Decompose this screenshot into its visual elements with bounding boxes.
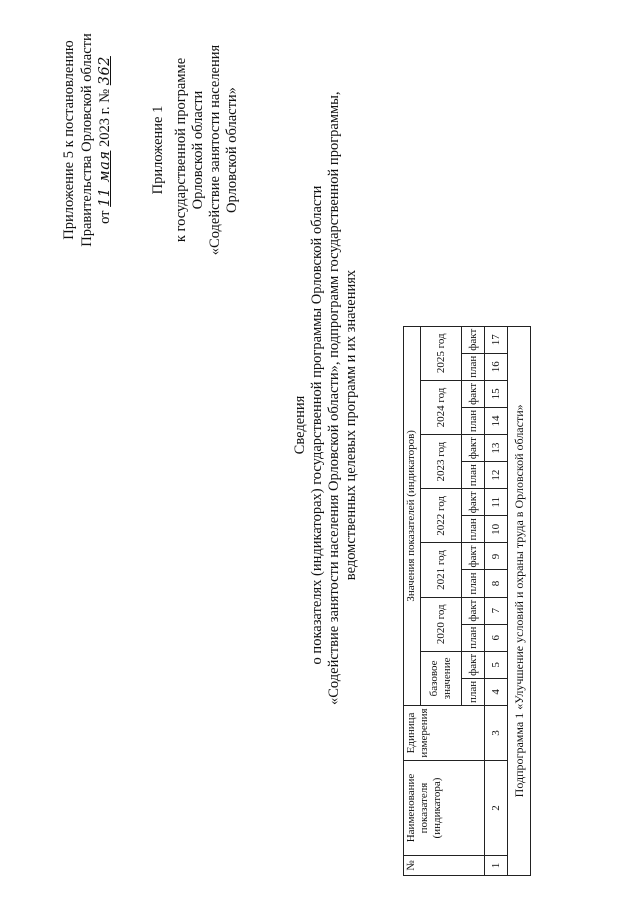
- column-number: 10: [485, 516, 508, 543]
- column-number: 13: [485, 435, 508, 462]
- title-line-1: Сведения: [292, 395, 308, 455]
- column-number: 7: [485, 597, 508, 624]
- column-number: 14: [485, 407, 508, 434]
- approval-line-1: Приложение 5 к постановлению: [61, 40, 77, 240]
- appendix-line-4: «Содействие занятости населения: [207, 44, 223, 256]
- header-plan: план: [462, 624, 485, 651]
- header-fact: факт: [462, 597, 485, 624]
- approval-line-3: [96, 20, 114, 260]
- appendix-block: [150, 15, 241, 285]
- column-number: 16: [485, 353, 508, 380]
- title-line-2: о показателях (индикаторах) государственной программы Орловской области: [309, 185, 325, 665]
- approval-line-2: Правительства Орловской области: [79, 33, 95, 247]
- header-fact: факт: [462, 489, 485, 516]
- column-number: 5: [485, 651, 508, 678]
- header-plan: план: [462, 407, 485, 434]
- header-base-value: базовое значение: [421, 651, 462, 705]
- header-unit: Единица измерения: [404, 706, 485, 761]
- header-plan: план: [462, 516, 485, 543]
- header-number: №: [404, 856, 485, 876]
- header-fact: факт: [462, 326, 485, 353]
- header-plan: план: [462, 353, 485, 380]
- header-fact: факт: [462, 380, 485, 407]
- header-fact: факт: [462, 651, 485, 678]
- header-plan: план: [462, 570, 485, 597]
- header-year-2020: 2020 год: [421, 597, 462, 651]
- header-year-2021: 2021 год: [421, 543, 462, 597]
- column-number: 1: [485, 856, 508, 876]
- appendix-line-5: Орловской области»: [224, 87, 240, 213]
- title-line-4: ведомственных целевых программ и их значениях: [343, 269, 359, 581]
- subprogram-row: Подпрограмма 1 «Улучшение условий и охраны труда в Орловской области»: [508, 326, 531, 875]
- appendix-line-1: Приложение 1: [150, 105, 166, 195]
- document-title: [292, 91, 360, 705]
- column-number: 6: [485, 624, 508, 651]
- header-indicator-name: Наименование показателя (индикатора): [404, 761, 485, 856]
- header-values: Значения показателей (индикаторов): [404, 326, 421, 705]
- appendix-line-3: Орловской области: [190, 90, 206, 210]
- column-number: 8: [485, 570, 508, 597]
- handwritten-date: 11 мая: [97, 150, 113, 207]
- column-number: 4: [485, 678, 508, 705]
- approval-year-number: 2023 г. №: [97, 88, 113, 147]
- column-number: 9: [485, 543, 508, 570]
- column-number: 15: [485, 380, 508, 407]
- column-number: 17: [485, 326, 508, 353]
- column-number: 2: [485, 761, 508, 856]
- indicators-table: [403, 276, 531, 876]
- header-year-2023: 2023 год: [421, 435, 462, 489]
- column-number: 11: [485, 489, 508, 516]
- header-year-2024: 2024 год: [421, 380, 462, 434]
- approval-from: от: [97, 210, 113, 224]
- handwritten-number: 362: [97, 56, 113, 86]
- column-number: 12: [485, 462, 508, 489]
- column-number: 3: [485, 706, 508, 761]
- header-fact: факт: [462, 435, 485, 462]
- title-line-3: «Содействие занятости населения Орловской области», подпрограмм государственной программы,: [326, 91, 342, 705]
- header-plan: план: [462, 678, 485, 705]
- header-fact: факт: [462, 543, 485, 570]
- header-year-2022: 2022 год: [421, 489, 462, 543]
- approval-block: [60, 20, 114, 260]
- header-year-2025: 2025 год: [421, 326, 462, 380]
- appendix-line-2: к государственной программе: [173, 57, 189, 243]
- header-plan: план: [462, 462, 485, 489]
